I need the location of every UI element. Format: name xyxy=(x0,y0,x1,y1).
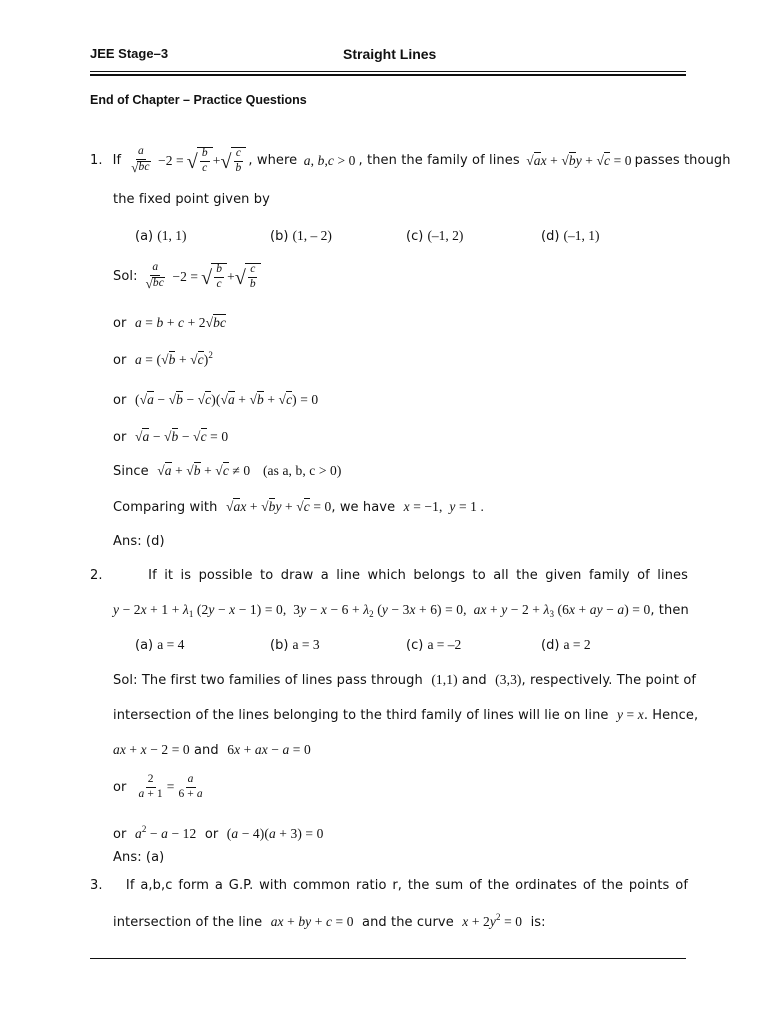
q1-option-a: (a) (1, 1) xyxy=(135,228,187,244)
q1-step4: or √a − √b − √c = 0 xyxy=(113,429,229,445)
q2-option-a: (a) a = 4 xyxy=(135,637,185,653)
q2-text: If it is possible to draw a line which belongs to all the given family of lines xyxy=(148,568,688,583)
section-title: End of Chapter – Practice Questions xyxy=(90,93,307,107)
q1-if: If xyxy=(112,153,122,168)
q1-sol-eq: a √ bc −2 = √ $\frac{b}{c}$ + √ $\frac{c}{b}$ xyxy=(142,262,261,291)
header-left: JEE Stage–3 xyxy=(90,46,169,61)
q2-option-d: (d) a = 2 xyxy=(541,637,591,653)
q1-option-c: (c) (–1, 2) xyxy=(406,228,464,244)
footer-rule xyxy=(90,958,686,959)
q1-option-d: (d) (–1, 1) xyxy=(541,228,600,244)
q2-answer: Ans: (a) xyxy=(113,850,165,865)
q1-condition: a √ bc −2 = √ $\frac{b}{c}$ + √ $\frac{c}{b}$ xyxy=(127,146,246,175)
header-rule-top xyxy=(90,71,686,72)
header-title: Straight Lines xyxy=(343,46,437,62)
q1-number: 1. xyxy=(90,153,103,168)
q3-line1 xyxy=(90,878,688,893)
q1-sol xyxy=(113,262,261,291)
q2-option-c: (c) a = –2 xyxy=(406,637,462,653)
header-rule-bottom xyxy=(90,74,686,76)
q1-step1: or a = b + c + 2√bc xyxy=(113,315,227,331)
q2-option-b: (b) a = 3 xyxy=(270,637,320,653)
q3-text: If a,b,c form a G.P. with common ratio r, the sum of the ordinates of the points of xyxy=(125,878,688,893)
q1-answer: Ans: (d) xyxy=(113,534,165,549)
q2-sol-ratio: or $\frac{2}{a + 1}$ = $\frac{a}{6 + a}$ xyxy=(113,773,203,800)
q2-families: $y - 2x + 1 + \lambda_1$ (2y − x − 1) = 0, $3y - x - 6 + \lambda_2$ (y − 3x + 6) = 0, ax + $y - 2 + \lambda_3$ (6x + ay − a) = 0, then xyxy=(113,602,689,619)
q1-since: Since √a + √b + √c ≠ 0 (as a, b, c > 0) xyxy=(113,463,342,479)
q1-option-b: (b) (1, – 2) xyxy=(270,228,332,244)
q1-line1 xyxy=(90,146,731,175)
q1-where: , where xyxy=(248,153,298,168)
q1-sol-label: Sol: xyxy=(113,269,138,284)
q2-sol-quadratic: or $a^2 - a - 12$ or (a − 4)(a + 3) = 0 xyxy=(113,824,324,842)
q1-step2: or $a = (√b + √c)^2$ xyxy=(113,350,213,368)
q1-comparing: Comparing with √ax + √by + √c = 0, we have x = −1, y = 1 . xyxy=(113,499,484,515)
q2-sol-line2: intersection of the lines belonging to the third family of lines will lie on line y = x. Hence, xyxy=(113,707,699,723)
q2-sol-line3: ax + x − 2 = 0 and 6x + ax − a = 0 xyxy=(113,742,311,758)
q1-step3: or (√a − √b − √c)(√a + √b + √c) = 0 xyxy=(113,392,319,408)
q3-line2: intersection of the line ax + by + c = 0 and the curve $x + 2y^2 = 0$ is: xyxy=(113,912,546,930)
q1-line2: the fixed point given by xyxy=(113,192,270,207)
q2-sol-line1: Sol: The first two families of lines pass through (1,1) and (3,3), respectively. The point of xyxy=(113,672,697,688)
q3-number: 3. xyxy=(90,878,103,893)
q2-number: 2. xyxy=(90,568,103,583)
q1-passes: passes though xyxy=(634,153,731,168)
q2-line1 xyxy=(90,568,688,583)
q1-family: , then the family of lines xyxy=(358,153,520,168)
q1-abc-positive: a, b,c > 0 xyxy=(303,152,356,168)
q1-line-eq: √ax + √by + √c = 0 xyxy=(522,152,632,168)
